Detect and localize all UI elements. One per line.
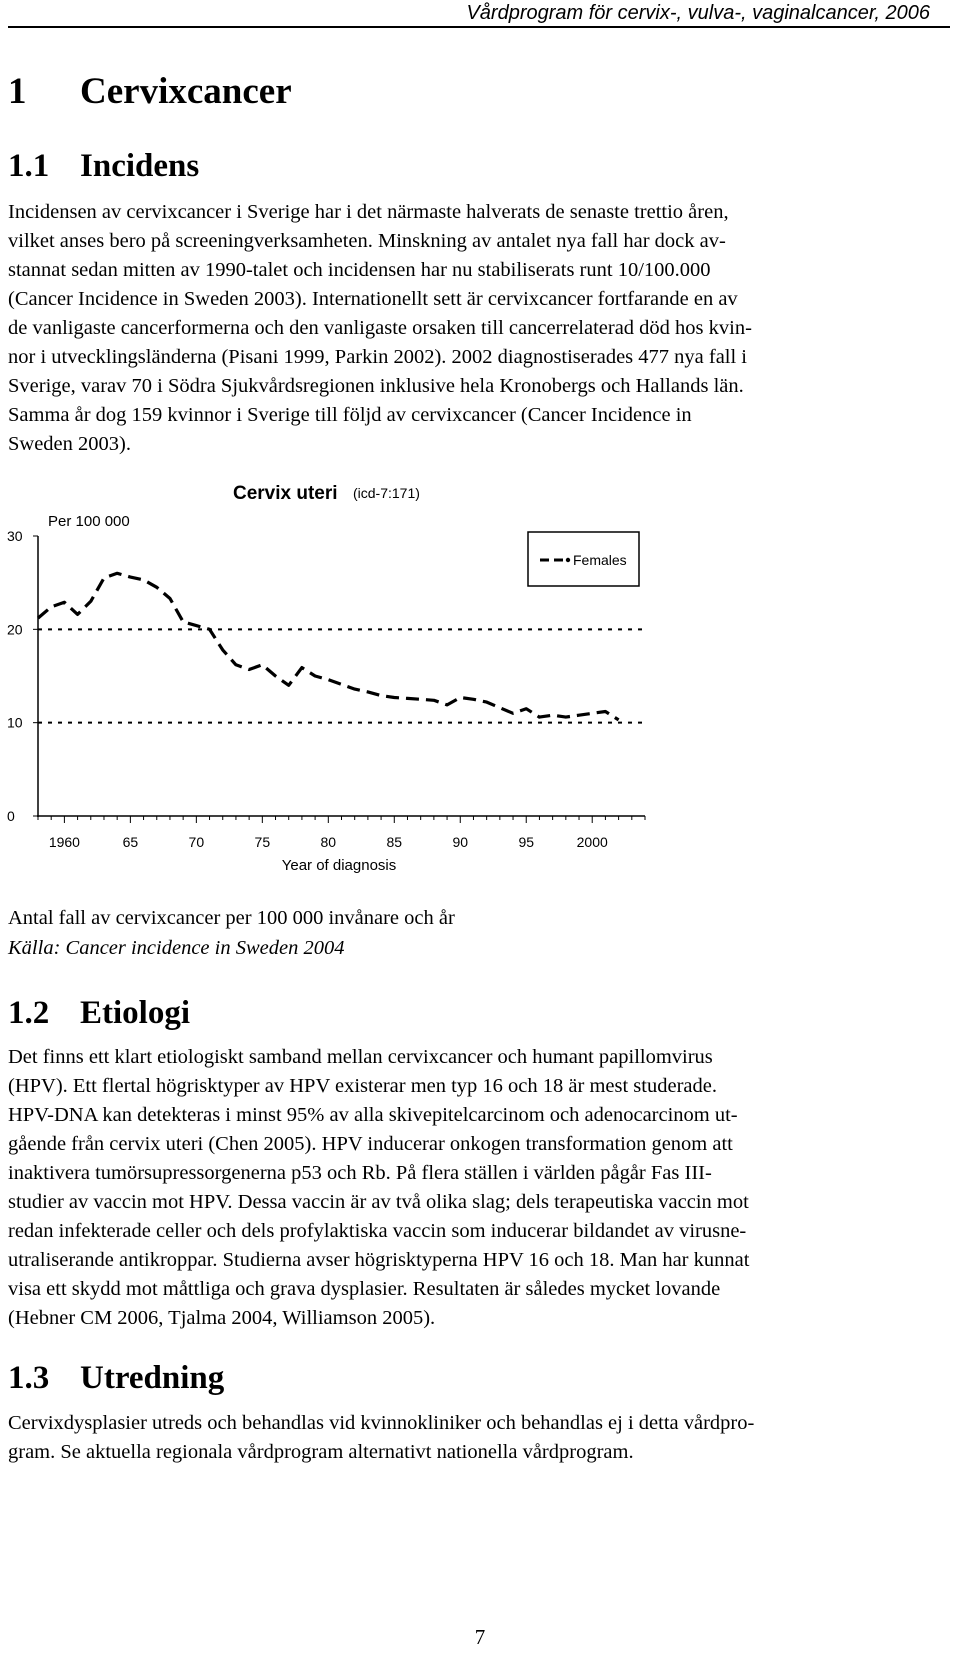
x-tick-label: 2000 bbox=[576, 834, 608, 850]
section-title: Incidens bbox=[80, 148, 200, 184]
x-tick-label: 75 bbox=[254, 834, 271, 850]
chart-legend bbox=[528, 532, 639, 586]
x-tick-label: 90 bbox=[452, 834, 469, 850]
page-number: 7 bbox=[474, 1625, 486, 1649]
series-line-females bbox=[38, 573, 619, 720]
investigation-paragraph: Cervixdysplasier utreds och behandlas vid kvinnokliniker och behandlas ej i detta vårdpro- gram. Se aktuella regionala vårdprogram alternativt nationella vårdprogram. bbox=[8, 1412, 755, 1463]
chart-ylabel: Per 100 000 bbox=[48, 513, 130, 530]
x-tick-label: 1960 bbox=[48, 834, 80, 850]
section-number: 1 bbox=[8, 71, 27, 112]
x-tick-label: 95 bbox=[518, 834, 535, 850]
incidence-paragraph: Incidensen av cervixcancer i Sverige har i det närmaste halverats de senaste trettio åren, vilket anses bero på screeningverksamheten. Minskning av antalet nya fall har dock av- stannat sedan mitten av 1990-talet och incidensen har nu stabiliserats runt 10/100.000 (Cancer Incidence in Sweden 2003). Internationellt sett är cervixcancer fortfarande en av de vanligaste cancerformerna och den vanligaste orsaken till cancerrelaterad död hos kvin- nor i utvecklingsländerna (Pisani 1999, Parkin 2002). 2002 diagnostiserades 477 nya fall i Sverige, varav 70 i Södra Sjukvårdsregionen inklusive hela Kronobergs och Hallands län. Samma år dog 159 kvinnor i Sverige till följd av cervixcancer (Cancer Incidence in Sweden 2003). bbox=[8, 201, 752, 455]
caption-source: Källa: Cancer incidence in Sweden 2004 bbox=[8, 937, 345, 959]
figure-caption bbox=[8, 903, 455, 963]
x-tick-label: 80 bbox=[320, 834, 337, 850]
chart-xlabel: Year of diagnosis bbox=[281, 857, 397, 874]
chart-subtitle: (icd-7:171) bbox=[353, 485, 420, 501]
section-title: Cervixcancer bbox=[80, 71, 292, 112]
section-1-3-heading bbox=[8, 1360, 224, 1397]
x-tick-label: 70 bbox=[188, 834, 205, 850]
section-number: 1.3 bbox=[8, 1360, 50, 1396]
chart-title: Cervix uteri bbox=[233, 483, 338, 504]
header-rule bbox=[8, 26, 950, 28]
x-tick-label: 85 bbox=[386, 834, 403, 850]
x-tick-label: 65 bbox=[122, 834, 139, 850]
running-header: Vårdprogram för cervix-, vulva-, vaginalcancer, 2006 bbox=[466, 2, 930, 24]
y-tick-label: 20 bbox=[7, 621, 23, 638]
section-title: Etiologi bbox=[80, 995, 191, 1031]
y-tick-label: 30 bbox=[7, 528, 23, 544]
section-1-heading bbox=[8, 70, 292, 113]
section-number: 1.2 bbox=[8, 995, 50, 1031]
y-tick-label: 10 bbox=[7, 714, 23, 731]
etiology-paragraph: Det finns ett klart etiologiskt samband mellan cervixcancer och humant papillomvirus (HPV). Ett flertal högrisktyper av HPV existerar men typ 16 och 18 är mest studerade. HPV-DNA kan detekteras i minst 95% av alla skivepitelcarcinom och adenocarcinom ut- gående från cervix uteri (Chen 2005). HPV inducerar onkogen transformation genom att inaktivera tumörsupressorgenerna p53 och Rb. På flera ställen i världen pågår Fas III- studier av vaccin mot HPV. Dessa vaccin är av två olika slag; dels terapeutiska vaccin mot redan infekterade celler och dels profylaktiska vaccin som inducerar bildandet av virusne- utraliserande antikroppar. Studierna avser högrisktyperna HPV 16 och 18. Man har kunnat visa ett skydd mot måttliga och grava dysplasier. Resultaten är således mycket lovande (Hebner CM 2006, Tjalma 2004, Williamson 2005). bbox=[8, 1046, 750, 1329]
caption-text: Antal fall av cervixcancer per 100 000 invånare och år bbox=[8, 907, 455, 929]
legend-label: Females bbox=[573, 552, 627, 568]
incidence-chart bbox=[0, 476, 700, 886]
section-1-2-heading bbox=[8, 995, 190, 1032]
legend-marker bbox=[566, 558, 570, 562]
y-tick-label: 0 bbox=[7, 808, 15, 824]
section-1-1-heading bbox=[8, 148, 199, 185]
section-title: Utredning bbox=[80, 1360, 225, 1396]
section-number: 1.1 bbox=[8, 148, 50, 184]
